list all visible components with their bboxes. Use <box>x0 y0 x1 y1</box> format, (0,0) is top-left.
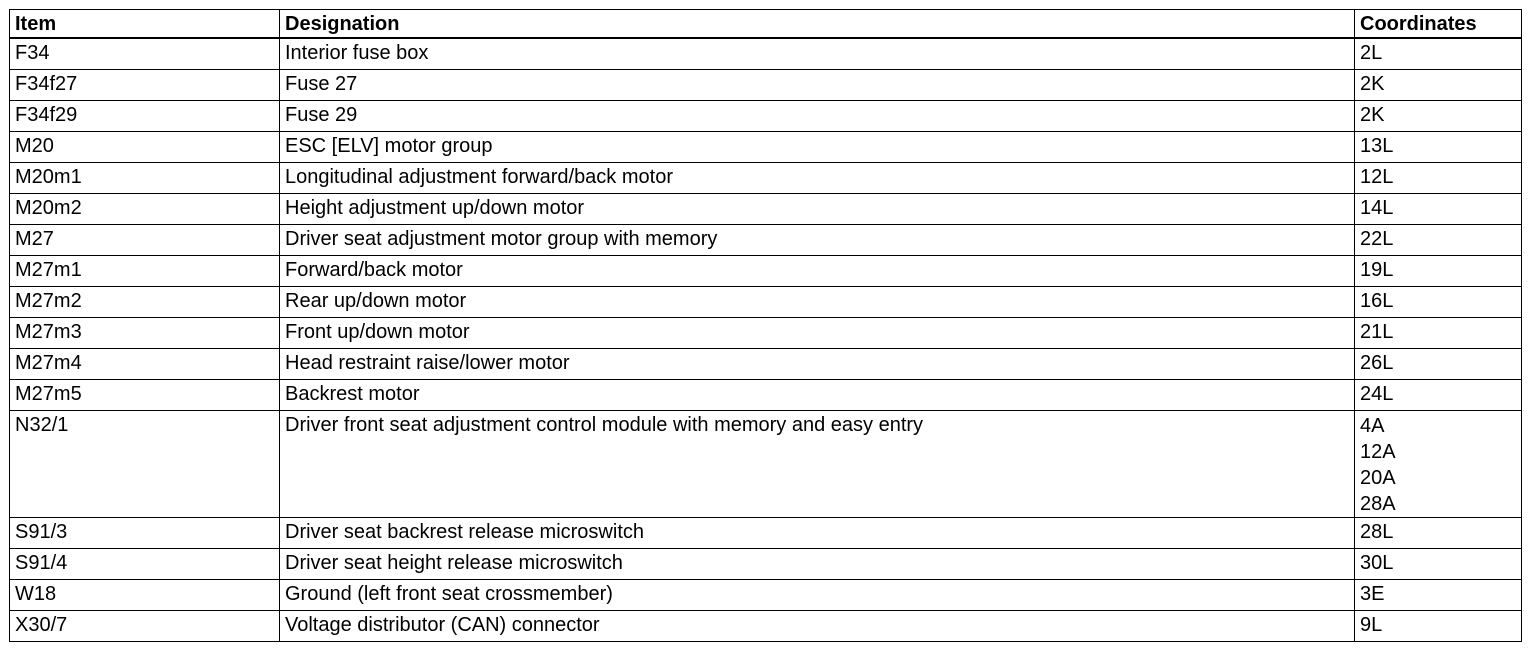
item-cell: M27m3 <box>10 318 280 349</box>
designation-cell: Ground (left front seat crossmember) <box>280 580 1355 611</box>
table-body <box>10 38 1522 642</box>
table-row <box>10 349 1522 380</box>
coordinates-cell: 16L <box>1355 287 1522 318</box>
coordinates-cell: 28L <box>1355 518 1522 549</box>
item-cell: M27m2 <box>10 287 280 318</box>
table-header <box>10 10 1522 39</box>
designation-cell: Fuse 29 <box>280 101 1355 132</box>
item-cell: F34f27 <box>10 70 280 101</box>
designation-cell: Driver seat height release microswitch <box>280 549 1355 580</box>
header-row <box>10 10 1522 39</box>
coordinates-cell: 13L <box>1355 132 1522 163</box>
designation-cell: Head restraint raise/lower motor <box>280 349 1355 380</box>
table-row <box>10 611 1522 642</box>
coordinates-cell: 21L <box>1355 318 1522 349</box>
coordinates-cell: 24L <box>1355 380 1522 411</box>
coordinates-cell: 22L <box>1355 225 1522 256</box>
coordinates-cell: 2K <box>1355 70 1522 101</box>
table-row <box>10 70 1522 101</box>
coordinates-cell: 9L <box>1355 611 1522 642</box>
item-cell: F34 <box>10 38 280 70</box>
table-row <box>10 411 1522 518</box>
designation-cell: Front up/down motor <box>280 318 1355 349</box>
designation-cell: Backrest motor <box>280 380 1355 411</box>
coordinates-cell: 2K <box>1355 101 1522 132</box>
coordinates-cell: 14L <box>1355 194 1522 225</box>
designation-cell: Interior fuse box <box>280 38 1355 70</box>
coordinates-cell: 26L <box>1355 349 1522 380</box>
designation-cell: Longitudinal adjustment forward/back motor <box>280 163 1355 194</box>
designation-cell: Driver front seat adjustment control module with memory and easy entry <box>280 411 1355 518</box>
table-row <box>10 549 1522 580</box>
designation-cell: Voltage distributor (CAN) connector <box>280 611 1355 642</box>
item-cell: M27m1 <box>10 256 280 287</box>
item-cell: S91/4 <box>10 549 280 580</box>
coordinates-cell: 19L <box>1355 256 1522 287</box>
item-cell: X30/7 <box>10 611 280 642</box>
item-cell: M20m2 <box>10 194 280 225</box>
item-cell: M27m4 <box>10 349 280 380</box>
table-row <box>10 163 1522 194</box>
designation-cell: Fuse 27 <box>280 70 1355 101</box>
item-cell: M20m1 <box>10 163 280 194</box>
table-row <box>10 38 1522 70</box>
item-cell: N32/1 <box>10 411 280 518</box>
coordinates-cell: 12L <box>1355 163 1522 194</box>
designation-cell: Height adjustment up/down motor <box>280 194 1355 225</box>
table-row <box>10 101 1522 132</box>
legend-table <box>9 9 1522 642</box>
table-row <box>10 380 1522 411</box>
item-cell: W18 <box>10 580 280 611</box>
table-row <box>10 256 1522 287</box>
coordinates-cell: 2L <box>1355 38 1522 70</box>
header-coordinates: Coordinates <box>1355 10 1522 39</box>
designation-cell: Forward/back motor <box>280 256 1355 287</box>
table-row <box>10 287 1522 318</box>
table-row <box>10 580 1522 611</box>
coordinates-cell: 4A 12A 20A 28A <box>1355 411 1522 518</box>
table-row <box>10 318 1522 349</box>
coordinates-cell: 3E <box>1355 580 1522 611</box>
designation-cell: ESC [ELV] motor group <box>280 132 1355 163</box>
header-item: Item <box>10 10 280 39</box>
table-row <box>10 225 1522 256</box>
item-cell: M20 <box>10 132 280 163</box>
item-cell: M27m5 <box>10 380 280 411</box>
item-cell: M27 <box>10 225 280 256</box>
item-cell: S91/3 <box>10 518 280 549</box>
item-cell: F34f29 <box>10 101 280 132</box>
table-row <box>10 194 1522 225</box>
designation-cell: Driver seat backrest release microswitch <box>280 518 1355 549</box>
table-row <box>10 518 1522 549</box>
designation-cell: Rear up/down motor <box>280 287 1355 318</box>
designation-cell: Driver seat adjustment motor group with memory <box>280 225 1355 256</box>
coordinates-cell: 30L <box>1355 549 1522 580</box>
header-designation: Designation <box>280 10 1355 39</box>
table-row <box>10 132 1522 163</box>
